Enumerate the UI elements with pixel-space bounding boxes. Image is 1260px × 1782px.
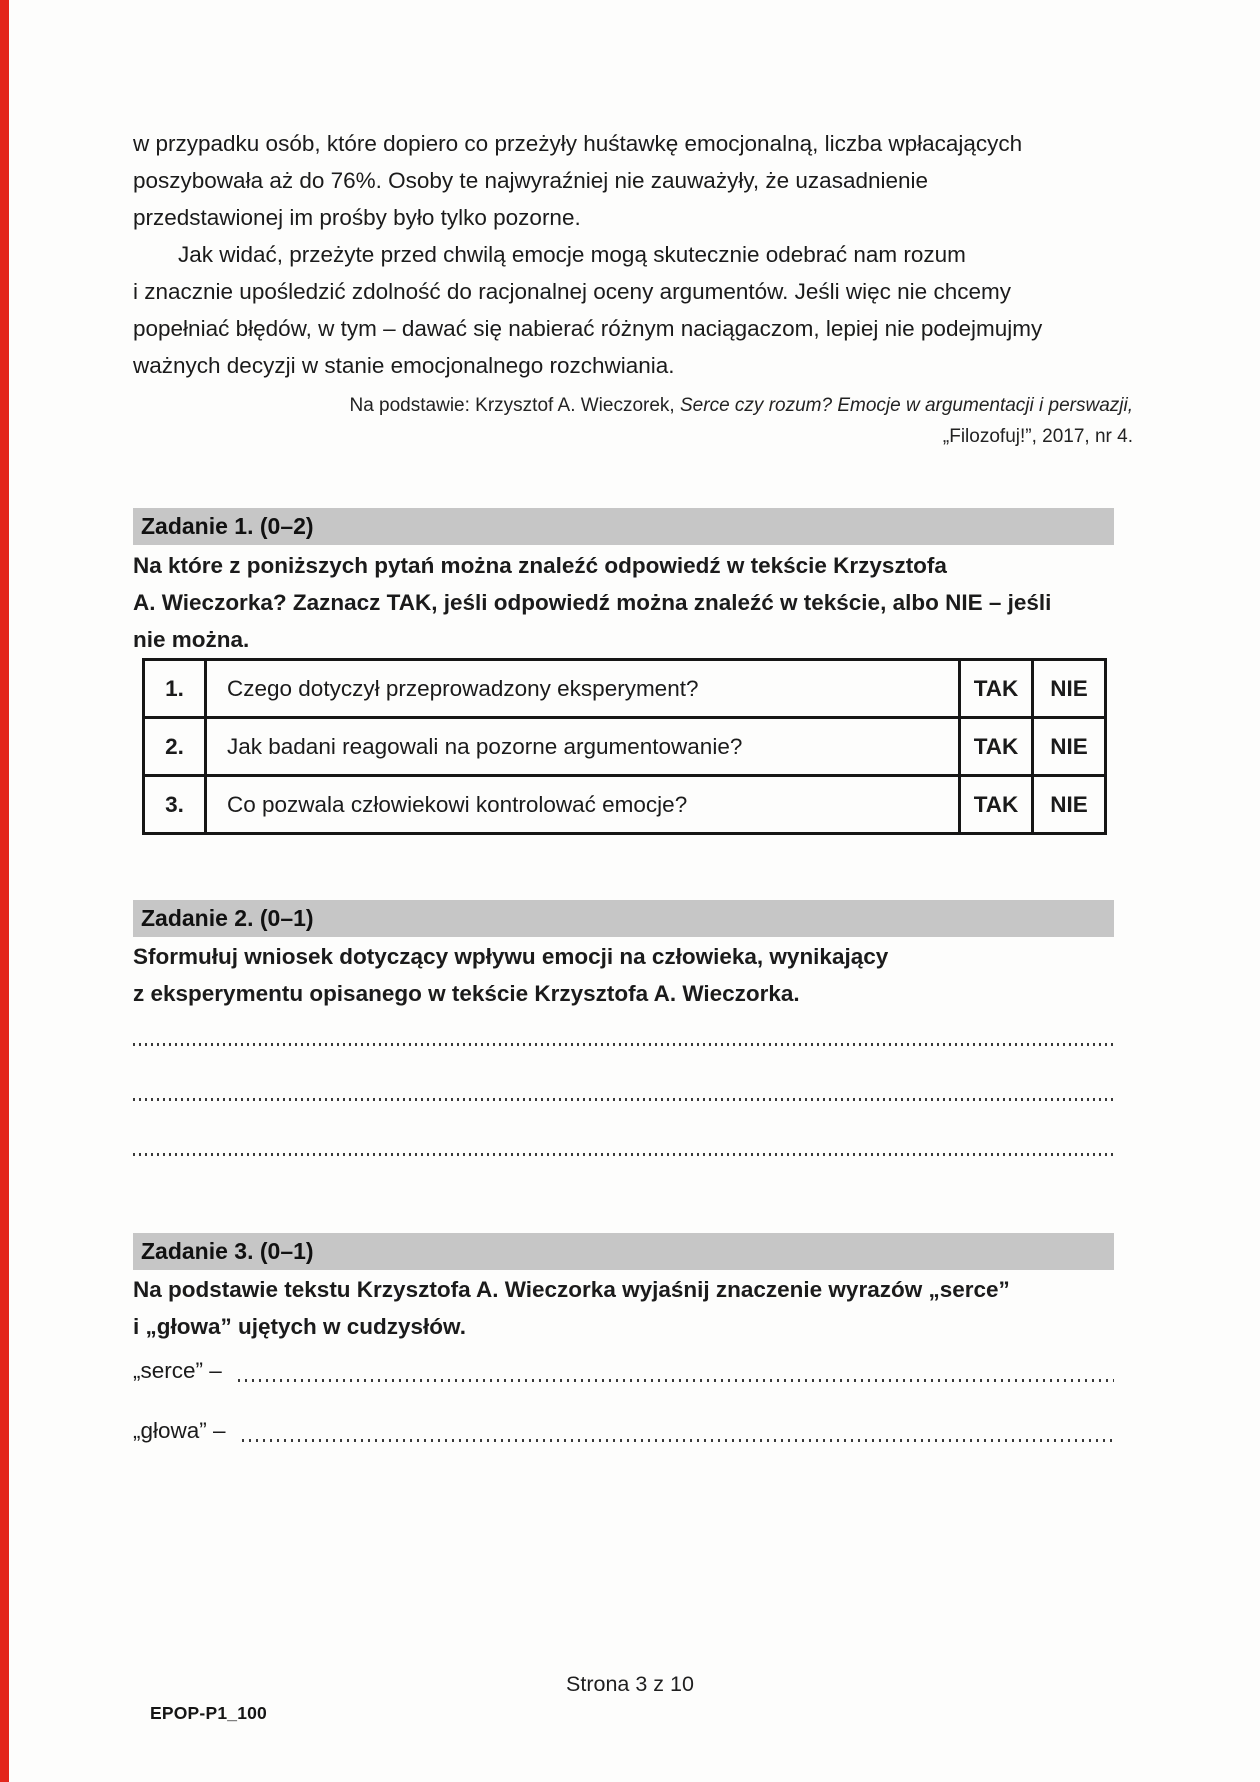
text-line: z eksperymentu opisanego w tekście Krzysztofa A. Wieczorka. (133, 981, 800, 1006)
table-row (144, 718, 1106, 776)
text-line: poszybowała aż do 76%. Osoby te najwyraźniej nie zauważyły, że uzasadnienie (133, 168, 929, 193)
task3-header-bar: Zadanie 3. (0–1) (133, 1233, 1114, 1270)
row-question: Co pozwala człowiekowi kontrolować emocje? (206, 776, 960, 834)
text-line: przedstawionej im prośby było tylko pozorne. (133, 205, 581, 230)
text-line: Na które z poniższych pytań można znaleźć odpowiedź w tekście Krzysztofa (133, 553, 947, 578)
footer-page-number: Strona 3 z 10 (566, 1672, 694, 1696)
intro-paragraph-1 (133, 125, 1128, 236)
answer-leader-line[interactable] (238, 1379, 1114, 1382)
source-title: Serce czy rozum? Emocje w argumentacji i perswazji, (680, 395, 1133, 416)
task3-instruction (133, 1271, 1143, 1345)
source-citation-line1 (133, 390, 1133, 421)
option-nie[interactable]: NIE (1033, 718, 1106, 776)
option-tak[interactable]: TAK (960, 776, 1033, 834)
task1-instruction (133, 547, 1143, 658)
row-number: 2. (144, 718, 206, 776)
text-line: popełniać błędów, w tym – dawać się nabierać różnym naciągaczom, lepiej nie podejmujmy (133, 316, 1043, 341)
answer-leader-line[interactable] (242, 1439, 1114, 1442)
source-citation (133, 390, 1133, 452)
text-line: w przypadku osób, które dopiero co przeżyły huśtawkę emocjonalną, liczba wpłacających (133, 131, 1023, 156)
row-question: Jak badani reagowali na pozorne argumentowanie? (206, 718, 960, 776)
option-nie[interactable]: NIE (1033, 776, 1106, 834)
source-prefix: Na podstawie: Krzysztof A. Wieczorek, (349, 395, 680, 416)
option-tak[interactable]: TAK (960, 660, 1033, 718)
row-number: 1. (144, 660, 206, 718)
answer-line[interactable] (133, 1153, 1114, 1156)
table-row (144, 660, 1106, 718)
intro-paragraph-2 (133, 236, 1128, 384)
text-line: Na podstawie tekstu Krzysztofa A. Wieczorka wyjaśnij znaczenie wyrazów „serce” (133, 1277, 1010, 1302)
source-citation-line2: „Filozofuj!”, 2017, nr 4. (942, 426, 1133, 447)
table-row (144, 776, 1106, 834)
task1-header-bar: Zadanie 1. (0–2) (133, 508, 1114, 545)
answer-line[interactable] (133, 1098, 1114, 1101)
option-tak[interactable]: TAK (960, 718, 1033, 776)
page-edge-stripe (0, 0, 9, 1782)
text-line: ważnych decyzji w stanie emocjonalnego rozchwiania. (133, 353, 675, 378)
glowa-definition-line (133, 1412, 1114, 1449)
task2-instruction (133, 938, 1143, 1012)
text-line: nie można. (133, 627, 250, 652)
footer-form-code: EPOP-P1_100 (150, 1703, 267, 1723)
serce-definition-line (133, 1352, 1114, 1389)
serce-label: „serce” – (133, 1358, 229, 1383)
answer-line[interactable] (133, 1043, 1114, 1046)
text-line: i znacznie upośledzić zdolność do racjonalnej oceny argumentów. Jeśli więc nie chcemy (133, 279, 1011, 304)
text-line: i „głowa” ujętych w cudzysłów. (133, 1314, 466, 1339)
yes-no-table (142, 658, 1107, 835)
text-line: A. Wieczorka? Zaznacz TAK, jeśli odpowiedź można znaleźć w tekście, albo NIE – jeśli (133, 590, 1052, 615)
text-line: Sformułuj wniosek dotyczący wpływu emocji na człowieka, wynikający (133, 944, 889, 969)
option-nie[interactable]: NIE (1033, 660, 1106, 718)
row-number: 3. (144, 776, 206, 834)
text-line: Jak widać, przeżyte przed chwilą emocje mogą skutecznie odebrać nam rozum (178, 242, 966, 267)
task2-header-bar: Zadanie 2. (0–1) (133, 900, 1114, 937)
glowa-label: „głowa” – (133, 1418, 232, 1443)
row-question: Czego dotyczył przeprowadzony eksperyment? (206, 660, 960, 718)
